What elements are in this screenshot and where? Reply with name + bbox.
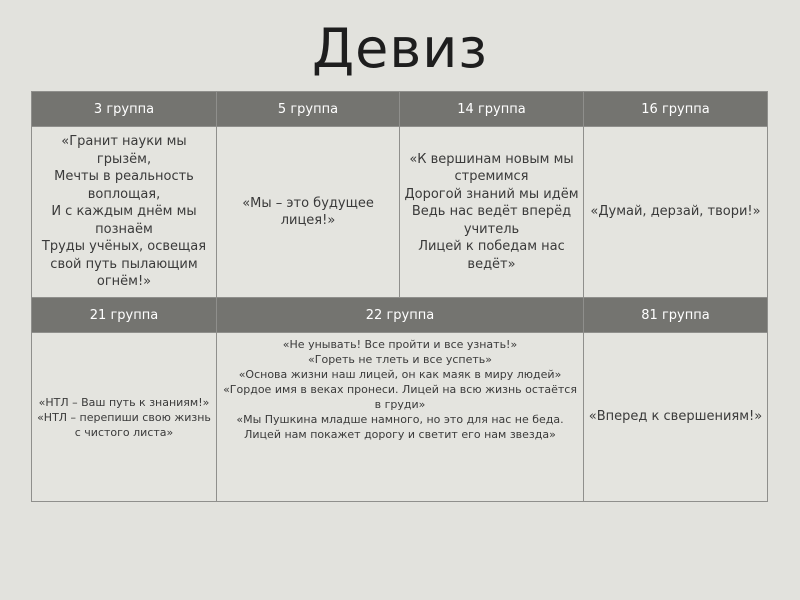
motto-cell-5-group xyxy=(217,127,400,298)
motto-line: «НТЛ – перепиши свою жизнь с чистого листа» xyxy=(37,410,211,439)
motto-line: И с каждым днём мы познаём xyxy=(51,204,197,237)
motto-cell-22-group xyxy=(217,333,584,502)
motto-line: «Думай, дерзай, твори!» xyxy=(590,204,761,220)
header-cell-81-group: 81 группа xyxy=(584,298,768,333)
motto-line: «Гордое имя в веках пронеси. Лицей на всю жизнь остаётся в груди» xyxy=(223,383,577,411)
motto-cell-81-group xyxy=(584,333,768,502)
motto-line: «Мы – это будущее лицея!» xyxy=(242,195,374,228)
motto-cell-16-group xyxy=(584,127,768,298)
motto-line: «Гранит науки мы грызём, xyxy=(61,134,187,167)
motto-line: «НТЛ – Ваш путь к знаниям!» xyxy=(38,395,210,409)
motto-row-2 xyxy=(32,333,768,502)
motto-line: Дорогой знаний мы идём xyxy=(404,186,579,202)
header-cell-22-group: 22 группа xyxy=(217,298,584,333)
motto-cell-21-group xyxy=(32,333,217,502)
slide-title: Девиз xyxy=(311,17,489,80)
header-cell-14-group: 14 группа xyxy=(400,92,584,127)
motto-line: Мечты в реальность воплощая, xyxy=(54,169,194,202)
motto-line: «Мы Пушкина младше намного, но это для нас не беда. Лицей нам покажет дорогу и светит его нам звезда» xyxy=(236,413,564,441)
header-row-2 xyxy=(32,298,768,333)
motto-table-container xyxy=(31,91,767,502)
motto-line: «Гореть не тлеть и все успеть» xyxy=(308,353,492,366)
header-cell-21-group: 21 группа xyxy=(32,298,217,333)
motto-line: Лицей к победам нас ведёт» xyxy=(418,239,565,272)
header-cell-5-group: 5 группа xyxy=(217,92,400,127)
header-row-1 xyxy=(32,92,768,127)
motto-line: «К вершинам новым мы стремимся xyxy=(409,151,574,185)
motto-line: Ведь нас ведёт вперёд учитель xyxy=(411,204,572,237)
motto-row-1 xyxy=(32,127,768,298)
motto-line: «Не унывать! Все пройти и все узнать!» xyxy=(282,338,518,351)
motto-cell-14-group xyxy=(400,127,584,298)
header-cell-16-group: 16 группа xyxy=(584,92,768,127)
header-cell-3-group: 3 группа xyxy=(32,92,217,127)
motto-line: Труды учёных, освещая свой путь пылающим огнём!» xyxy=(41,239,207,290)
motto-table xyxy=(31,91,768,502)
motto-line: «Вперед к свершениям!» xyxy=(588,409,763,425)
motto-cell-3-group xyxy=(32,127,217,298)
motto-line: «Основа жизни наш лицей, он как маяк в миру людей» xyxy=(238,368,562,381)
